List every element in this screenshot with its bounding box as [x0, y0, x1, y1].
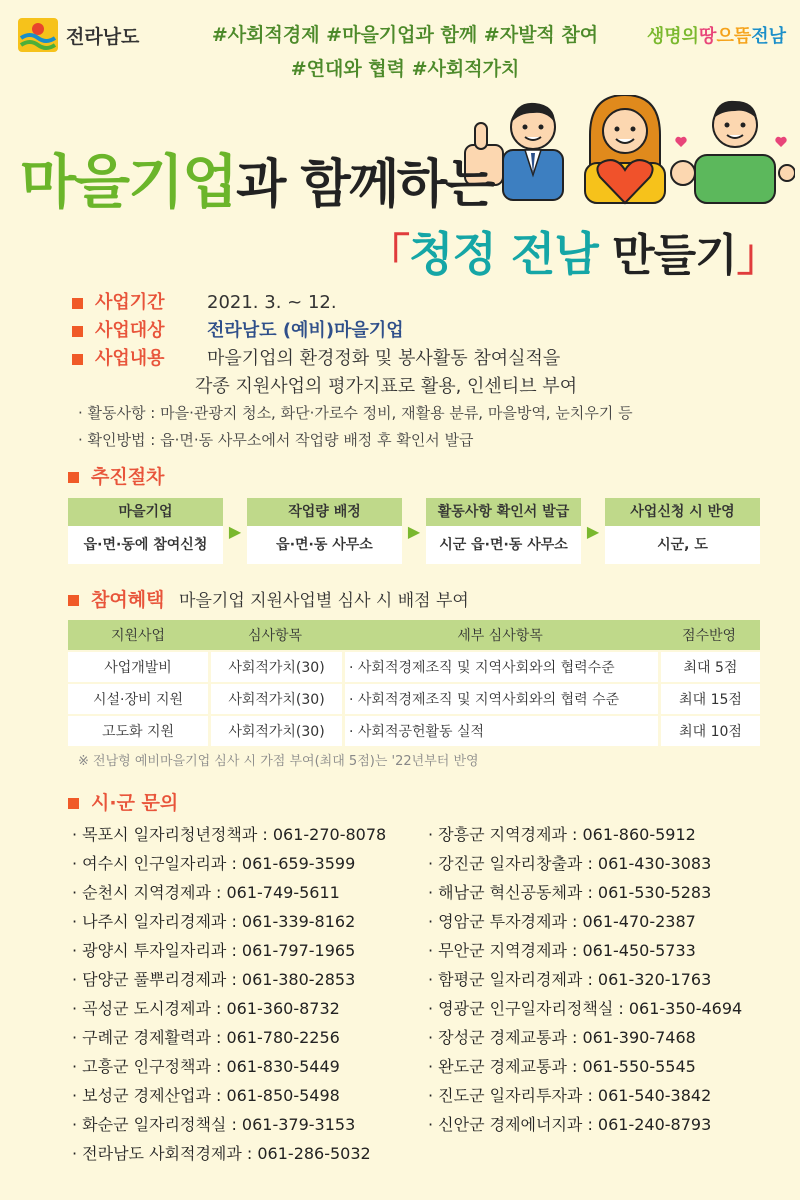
contact-item: · 강진군 일자리창출과 : 061-430-3083 — [428, 854, 712, 873]
main-title-line-2 — [366, 218, 780, 284]
procedure-step — [426, 498, 581, 564]
square-bullet-icon — [72, 354, 83, 365]
table-cell: 사회적가치(30) — [208, 652, 342, 682]
content-line-2: 각종 지원사업의 평가지표로 활용, 인센티브 부여 — [195, 376, 578, 397]
jeonnam-logo — [18, 18, 139, 52]
people-illustration — [455, 95, 795, 205]
info-target — [72, 316, 772, 342]
table-cell: 고도화 지원 — [68, 716, 208, 746]
contact-item: · 광양시 투자일자리과 : 061-797-1965 — [72, 941, 356, 960]
title-highlight-2: 청정 전남 — [409, 227, 598, 281]
hashtags — [170, 18, 640, 86]
table-cell: 시설·장비 지원 — [68, 684, 208, 714]
procedure-step — [247, 498, 402, 564]
contacts-left-column — [72, 820, 386, 1168]
contact-item: · 여수시 인구일자리과 : 061-659-3599 — [72, 854, 356, 873]
contact-item: · 진도군 일자리투자과 : 061-540-3842 — [428, 1086, 712, 1105]
title-highlight-1: 마을기업 — [20, 148, 237, 216]
square-bullet-icon — [72, 326, 83, 337]
table-cell: 최대 5점 — [658, 652, 760, 682]
contact-item: · 함평군 일자리경제과 : 061-320-1763 — [428, 970, 712, 989]
contact-item: · 구례군 경제활력과 : 061-780-2256 — [72, 1028, 340, 1047]
benefits-title: 참여혜택 — [91, 589, 165, 611]
info-content — [72, 344, 772, 370]
contact-item: · 영광군 인구일자리정책실 : 061-350-4694 — [428, 999, 743, 1018]
contacts-title: 시·군 문의 — [91, 792, 179, 814]
square-bullet-icon — [68, 595, 79, 606]
procedure-flow — [68, 498, 760, 564]
target-value: 전라남도 (예비)마을기업 — [207, 320, 404, 341]
contacts-right-column — [428, 820, 742, 1139]
table-row — [68, 652, 760, 682]
contact-item: · 해남군 혁신공동체과 : 061-530-5283 — [428, 883, 712, 902]
finger-heart-man-icon — [671, 101, 795, 203]
logo-text: 전라남도 — [66, 25, 140, 48]
content-label: 사업내용 — [95, 348, 165, 369]
procedure-title: 추진절차 — [91, 466, 165, 488]
table-cell: 최대 15점 — [658, 684, 760, 714]
arrow-right-icon: ▶ — [407, 521, 421, 541]
step-head: 사업신청 시 반영 — [605, 498, 760, 526]
main-title-line-1 — [20, 135, 493, 219]
step-body: 읍·면·동 사무소 — [247, 526, 402, 564]
table-header-row — [68, 620, 760, 650]
benefits-subtitle: 마을기업 지원사업별 심사 시 배점 부여 — [179, 591, 469, 611]
contact-item: · 곡성군 도시경제과 : 061-360-8732 — [72, 999, 340, 1018]
procedure-step — [605, 498, 760, 564]
hashtags-line-1: #사회적경제 #마을기업과 함께 #자발적 참여 — [211, 24, 599, 46]
slogan-part-3: 으뜸 — [716, 26, 752, 47]
contact-item: · 화순군 일자리정책실 : 061-379-3153 — [72, 1115, 356, 1134]
column-header: 지원사업 — [68, 620, 208, 650]
contact-item: · 무안군 지역경제과 : 061-450-5733 — [428, 941, 696, 960]
step-body: 읍·면·동에 참여신청 — [68, 526, 223, 564]
contact-item: · 목포시 일자리청년정책과 : 061-270-8078 — [72, 825, 387, 844]
benefits-table — [68, 618, 760, 748]
period-value: 2021. 3. ~ 12. — [207, 292, 337, 313]
square-bullet-icon — [68, 472, 79, 483]
table-cell: · 사회적경제조직 및 지역사회와의 협력 수준 — [342, 684, 658, 714]
jeonnam-emblem-icon — [18, 18, 58, 52]
slogan-logo — [647, 22, 786, 48]
procedure-step — [68, 498, 223, 564]
step-body: 시군, 도 — [605, 526, 760, 564]
activity-bullet: · 활동사항 : 마을·관광지 청소, 화단·가로수 정비, 재활용 분류, 마을방역, 눈치우기 등 — [78, 404, 633, 422]
contact-item: · 고흥군 인구정책과 : 061-830-5449 — [72, 1057, 340, 1076]
table-cell: 사업개발비 — [68, 652, 208, 682]
title-bracket-open: 「 — [366, 230, 409, 281]
benefits-heading — [68, 585, 469, 612]
benefits-note: ※ 전남형 예비마을기업 심사 시 가점 부여(최대 5점)는 '22년부터 반영 — [78, 754, 479, 769]
arrow-right-icon: ▶ — [228, 521, 242, 541]
contact-item: · 순천시 지역경제과 : 061-749-5611 — [72, 883, 340, 902]
title-rest-2: 만들기 — [597, 230, 737, 281]
step-body: 시군 읍·면·동 사무소 — [426, 526, 581, 564]
column-header: 세부 심사항목 — [342, 620, 658, 650]
title-rest-1: 과 함께하는 — [236, 155, 494, 215]
target-label: 사업대상 — [95, 320, 165, 341]
square-bullet-icon — [72, 298, 83, 309]
column-header: 심사항목 — [208, 620, 342, 650]
content-line-1: 마을기업의 환경정화 및 봉사활동 참여실적을 — [207, 348, 561, 369]
table-row — [68, 716, 760, 746]
contacts-heading — [68, 788, 178, 815]
arrow-right-icon: ▶ — [586, 521, 600, 541]
heart-woman-icon — [585, 95, 665, 203]
procedure-heading — [68, 462, 164, 489]
table-cell: 사회적가치(30) — [208, 684, 342, 714]
info-period — [72, 288, 772, 314]
slogan-part-1: 생명의 — [646, 26, 700, 47]
column-header: 점수반영 — [658, 620, 760, 650]
hashtags-line-2: #연대와 협력 #사회적가치 — [290, 58, 520, 80]
table-cell: 최대 10점 — [658, 716, 760, 746]
slogan-part-2: 땅 — [699, 26, 717, 47]
contact-item: · 완도군 경제교통과 : 061-550-5545 — [428, 1057, 696, 1076]
contact-item: · 보성군 경제산업과 : 061-850-5498 — [72, 1086, 340, 1105]
contact-item: · 장성군 경제교통과 : 061-390-7468 — [428, 1028, 696, 1047]
slogan-part-4: 전남 — [751, 26, 786, 47]
contact-item: · 영암군 투자경제과 : 061-470-2387 — [428, 912, 696, 931]
contact-item: · 장흥군 지역경제과 : 061-860-5912 — [428, 825, 696, 844]
table-cell: · 사회적경제조직 및 지역사회와의 협력수준 — [342, 652, 658, 682]
table-cell: · 사회적공헌활동 실적 — [342, 716, 658, 746]
step-head: 마을기업 — [68, 498, 223, 526]
table-cell: 사회적가치(30) — [208, 716, 342, 746]
square-bullet-icon — [68, 798, 79, 809]
step-head: 작업량 배정 — [247, 498, 402, 526]
contact-item: · 담양군 풀뿌리경제과 : 061-380-2853 — [72, 970, 356, 989]
table-row — [68, 684, 760, 714]
contact-item: · 전라남도 사회적경제과 : 061-286-5032 — [72, 1144, 371, 1163]
contact-item: · 나주시 일자리경제과 : 061-339-8162 — [72, 912, 356, 931]
contact-item: · 신안군 경제에너지과 : 061-240-8793 — [428, 1115, 712, 1134]
confirm-bullet: · 확인방법 : 읍·면·동 사무소에서 작업량 배정 후 확인서 발급 — [78, 431, 474, 449]
title-bracket-close: 」 — [736, 230, 780, 281]
period-label: 사업기간 — [95, 292, 165, 313]
step-head: 활동사항 확인서 발급 — [426, 498, 581, 526]
